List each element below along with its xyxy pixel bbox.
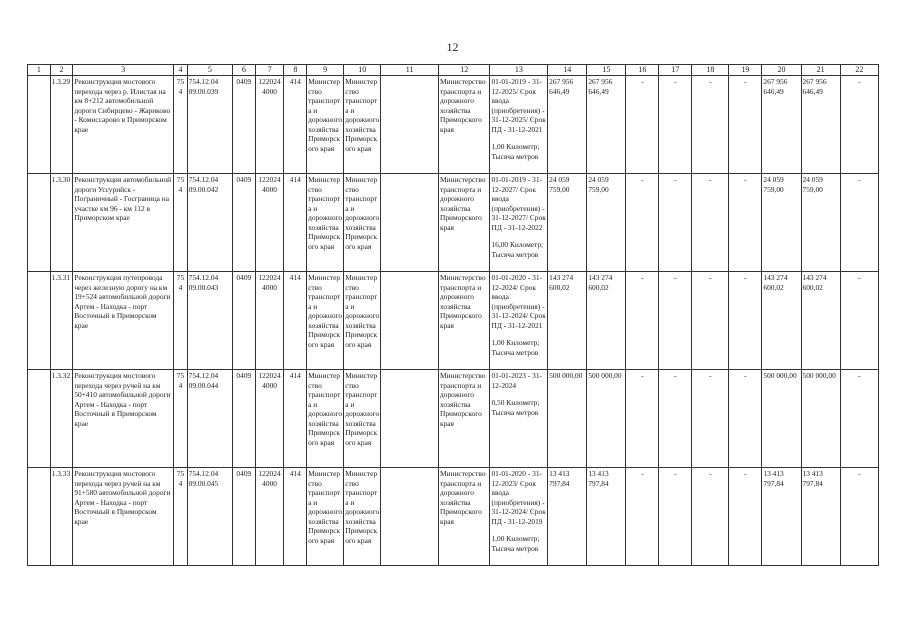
expense-type: 414 [284,174,307,272]
grbs-code: 754 [174,76,187,174]
target-article: 122024 4000 [255,272,284,370]
period-text: 01-01-2019 - 31-12-2025/ Срок ввода (приобретения) - 31-12-2025/ Срок ПД - 31-12-2021 [491,77,546,134]
column-header-9: 9 [307,65,344,76]
expense-type: 414 [284,76,307,174]
section-code: 0409 [232,272,255,370]
column-header-1: 1 [28,65,51,76]
value-21: 143 274 600,02 [801,272,840,370]
value-19: - [729,174,762,272]
capacity-text: 1,00 Километр; Тысяча метров [491,534,540,553]
table-row [28,272,879,370]
value-16: - [626,174,659,272]
period-capacity [490,76,548,174]
column-header-13: 13 [490,65,548,76]
limit-total: 267 956 646,49 [587,76,626,174]
value-21: 500 000,00 [801,370,840,468]
header-row [28,65,879,76]
item-name: Реконструкция автомобильной дороги Уссурийск - Пограничный - Госграница на участке км 96 - км 112 в Приморском крае [73,174,174,272]
value-20: 143 274 600,02 [762,272,801,370]
value-16: - [626,370,659,468]
column-header-7: 7 [255,65,284,76]
item-number: 1.3.30 [50,174,73,272]
estimated-cost: 267 956 646,49 [548,76,587,174]
value-20: 500 000,00 [762,370,801,468]
value-19: - [729,370,762,468]
period-text: 01-01-2019 - 31-12-2027/ Срок ввода (приобретения) - 31-12-2027/ Срок ПД - 31-12-2022 [491,175,546,232]
table-row [28,468,879,566]
value-22: - [840,76,878,174]
item-name: Реконструкция мостового перехода через ручей на км 50+410 автомобильной дороги Артем - Находка - порт Восточный в Приморском крае [73,370,174,468]
value-21: 24 059 759,00 [801,174,840,272]
row-index [28,174,51,272]
row-index [28,468,51,566]
owner: Министерство транспорта и дорожного хозяйства Приморского края [438,76,490,174]
item-name: Реконструкция путепровода через железную дорогу на км 19+524 автомобильной дороги Артем - Находка - порт Восточный в Приморском крае [73,272,174,370]
table-row [28,174,879,272]
period-text: 01-01-2023 - 31-12-2024 [491,371,542,390]
column-header-3: 3 [73,65,174,76]
capacity-text: 1,00 Километр; Тысяча метров [491,338,540,357]
value-18: - [692,468,729,566]
empty-cell [381,272,439,370]
limit-total: 500 000,00 [587,370,626,468]
column-header-21: 21 [801,65,840,76]
item-number: 1.3.33 [50,468,73,566]
value-17: - [659,174,692,272]
table-row [28,76,879,174]
period-text: 01-01-2020 - 31-12-2024/ Срок ввода (приобретения) - 31-12-2024/ Срок ПД - 31-12-2021 [491,273,546,330]
value-18: - [692,174,729,272]
estimated-cost: 13 413 797,84 [548,468,587,566]
object-code: 754.12.04 09.00.044 [187,370,232,468]
customer: Министерство транспорта и дорожного хозяйства Приморского края [307,272,344,370]
section-code: 0409 [232,468,255,566]
column-header-8: 8 [284,65,307,76]
value-20: 24 059 759,00 [762,174,801,272]
table-body [28,76,879,566]
limit-total: 24 059 759,00 [587,174,626,272]
column-header-10: 10 [344,65,381,76]
estimated-cost: 143 274 600,02 [548,272,587,370]
limit-total: 13 413 797,84 [587,468,626,566]
section-code: 0409 [232,76,255,174]
object-code: 754.12.04 09.00.045 [187,468,232,566]
table-row [28,370,879,468]
estimated-cost: 500 000,00 [548,370,587,468]
object-code: 754.12.04 09.00.042 [187,174,232,272]
row-index [28,272,51,370]
section-code: 0409 [232,370,255,468]
value-20: 267 956 646,49 [762,76,801,174]
column-header-14: 14 [548,65,587,76]
column-header-12: 12 [438,65,490,76]
developer: Министерство транспорта и дорожного хозяйства Приморского края [344,468,381,566]
value-21: 267 956 646,49 [801,76,840,174]
value-19: - [729,272,762,370]
grbs-code: 754 [174,272,187,370]
item-number: 1.3.31 [50,272,73,370]
expense-type: 414 [284,468,307,566]
value-22: - [840,174,878,272]
customer: Министерство транспорта и дорожного хозяйства Приморского края [307,468,344,566]
empty-cell [381,468,439,566]
period-capacity [490,370,548,468]
owner: Министерство транспорта и дорожного хозяйства Приморского края [438,370,490,468]
period-capacity [490,272,548,370]
target-article: 122024 4000 [255,76,284,174]
developer: Министерство транспорта и дорожного хозяйства Приморского края [344,174,381,272]
page-number: 12 [446,40,459,54]
value-16: - [626,468,659,566]
value-22: - [840,370,878,468]
column-header-5: 5 [187,65,232,76]
empty-cell [381,76,439,174]
row-index [28,370,51,468]
value-18: - [692,272,729,370]
capacity-text: 1,00 Километр; Тысяча метров [491,142,540,161]
column-header-4: 4 [174,65,187,76]
object-code: 754.12.04 09.00.039 [187,76,232,174]
grbs-code: 754 [174,370,187,468]
column-header-2: 2 [50,65,73,76]
limit-total: 143 274 600,02 [587,272,626,370]
period-text: 01-01-2020 - 31-12-2023/ Срок ввода (приобретения) - 31-12-2024/ Срок ПД - 31-12-2019 [491,469,546,526]
capacity-text: 0,50 Километр; Тысяча метров [491,398,540,417]
expense-type: 414 [284,272,307,370]
empty-cell [381,174,439,272]
grbs-code: 754 [174,468,187,566]
developer: Министерство транспорта и дорожного хозяйства Приморского края [344,76,381,174]
column-header-20: 20 [762,65,801,76]
object-code: 754.12.04 09.00.043 [187,272,232,370]
value-18: - [692,76,729,174]
item-name: Реконструкция мостового перехода через ручей на км 91+580 автомобильной дороги Артем - Находка - порт Восточный в Приморском крае [73,468,174,566]
expense-type: 414 [284,370,307,468]
column-header-18: 18 [692,65,729,76]
owner: Министерство транспорта и дорожного хозяйства Приморского края [438,272,490,370]
section-code: 0409 [232,174,255,272]
estimated-cost: 24 059 759,00 [548,174,587,272]
capacity-text: 16,00 Километр; Тысяча метров [491,240,544,259]
value-16: - [626,76,659,174]
value-17: - [659,468,692,566]
value-17: - [659,272,692,370]
column-header-16: 16 [626,65,659,76]
customer: Министерство транспорта и дорожного хозяйства Приморского края [307,370,344,468]
owner: Министерство транспорта и дорожного хозяйства Приморского края [438,174,490,272]
column-header-11: 11 [381,65,439,76]
value-22: - [840,272,878,370]
column-header-19: 19 [729,65,762,76]
value-22: - [840,468,878,566]
value-18: - [692,370,729,468]
customer: Министерство транспорта и дорожного хозяйства Приморского края [307,174,344,272]
value-21: 13 413 797,84 [801,468,840,566]
value-17: - [659,370,692,468]
target-article: 122024 4000 [255,370,284,468]
item-number: 1.3.29 [50,76,73,174]
value-20: 13 413 797,84 [762,468,801,566]
row-index [28,76,51,174]
column-header-15: 15 [587,65,626,76]
target-article: 122024 4000 [255,468,284,566]
column-header-6: 6 [232,65,255,76]
item-number: 1.3.32 [50,370,73,468]
period-capacity [490,468,548,566]
target-article: 122024 4000 [255,174,284,272]
developer: Министерство транспорта и дорожного хозяйства Приморского края [344,272,381,370]
column-header-17: 17 [659,65,692,76]
customer: Министерство транспорта и дорожного хозяйства Приморского края [307,76,344,174]
registry-table [27,64,879,566]
owner: Министерство транспорта и дорожного хозяйства Приморского края [438,468,490,566]
value-16: - [626,272,659,370]
item-name: Реконструкция мостового перехода через р. Илистая на км 8+212 автомобильной дороги Сибирцево - Жариково - Комиссарово в Приморском крае [73,76,174,174]
value-19: - [729,76,762,174]
grbs-code: 754 [174,174,187,272]
developer: Министерство транспорта и дорожного хозяйства Приморского края [344,370,381,468]
column-header-22: 22 [840,65,878,76]
value-17: - [659,76,692,174]
period-capacity [490,174,548,272]
empty-cell [381,370,439,468]
value-19: - [729,468,762,566]
